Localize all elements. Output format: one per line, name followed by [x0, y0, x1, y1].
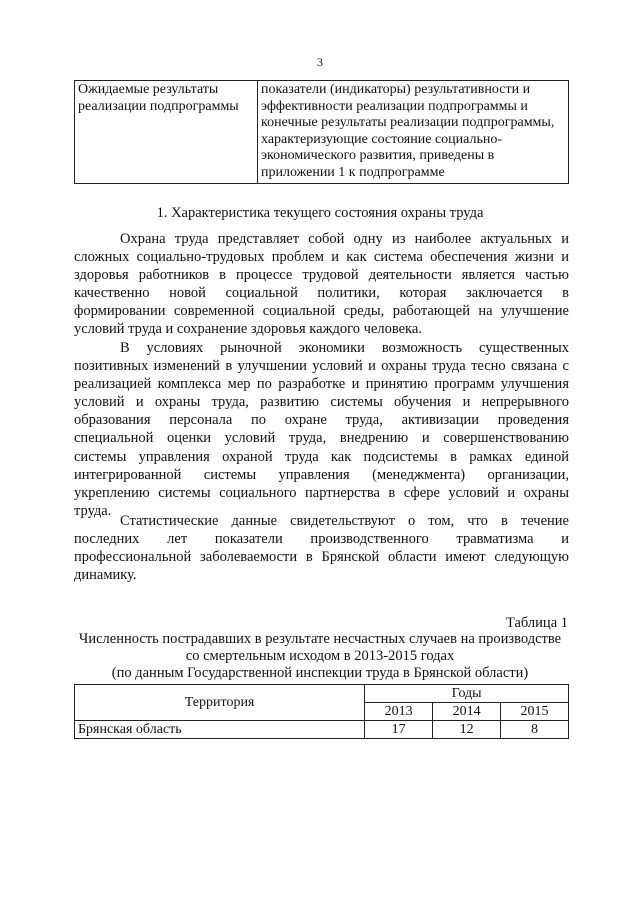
cell-text-line: приложении 1 к подпрограмме — [261, 164, 445, 180]
cell-text-line: характеризующие состояние социально- — [261, 131, 503, 147]
cell-text-line: показатели (индикаторы) результативности и — [261, 82, 531, 97]
table-caption — [60, 631, 580, 682]
table-row — [75, 721, 569, 739]
text-line: условий и охраны труда, развитию системы обучения и непрерывного — [74, 394, 569, 411]
cell-text-line: эффективности реализации подпрограммы и — [261, 98, 528, 114]
text-line: здоровья работников в процессе трудовой деятельности является частью — [74, 267, 569, 284]
paragraph-2 — [74, 339, 569, 520]
header-year: 2015 — [501, 703, 569, 721]
text-line: качественно новой социальной политики, которая заключается в — [74, 285, 569, 302]
text-line: укреплению системы социального партнерства в сфере условий и охраны — [74, 484, 569, 501]
text-line: Статистические данные свидетельствуют о том, что в течение — [120, 513, 569, 529]
table-label: Таблица 1 — [505, 615, 568, 631]
caption-line: со смертельным исходом в 2013-2015 годах — [185, 648, 455, 664]
table-cell-value — [258, 81, 569, 184]
cell-text-line: Ожидаемые результаты — [78, 82, 219, 97]
section-heading: 1. Характеристика текущего состояния охраны труда — [156, 205, 484, 221]
row-territory: Брянская область — [75, 721, 365, 739]
text-line: формировании современной социальной среды, работающей на улучшение — [74, 303, 569, 320]
fatal-accidents-table — [74, 684, 569, 739]
subprogram-passport-table — [74, 80, 569, 184]
text-line: профессиональной заболеваемости в Брянской области имеют следующую — [74, 549, 569, 566]
header-territory: Территория — [75, 685, 365, 721]
caption-line: Численность пострадавших в результате несчастных случаев на производстве — [78, 631, 562, 647]
header-year: 2014 — [433, 703, 501, 721]
cell-text-line: реализации подпрограммы — [78, 98, 239, 114]
text-line: позитивных изменений в улучшении условий и охраны труда тесно связана с — [74, 358, 569, 375]
text-line: труда. — [74, 502, 112, 519]
text-line: В условиях рыночной экономики возможность существенных — [120, 340, 569, 356]
text-line: последних лет показатели производственного травматизма и — [74, 531, 569, 548]
header-years: Годы — [365, 685, 569, 703]
text-line: специальной оценки условий труда, внедрению и совершенствованию — [74, 430, 569, 447]
page-number: 3 — [317, 55, 323, 69]
text-line: образования персонала по охране труда, активизации проведения — [74, 412, 569, 429]
caption-line: (по данным Государственной инспекции труда в Брянской области) — [111, 665, 529, 681]
cell-text-line: конечные результаты реализации подпрограммы, — [261, 115, 555, 130]
text-line: условий труда и сохранение здоровья каждого человека. — [74, 321, 422, 338]
text-line: интегрированной системы управления (менеджмента) организации, — [74, 466, 569, 483]
header-year: 2013 — [365, 703, 433, 721]
row-value: 8 — [501, 721, 569, 739]
text-line: сложных социально-трудовых проблем и как система обеспечения жизни и — [74, 249, 569, 266]
table-header-row — [75, 685, 569, 703]
paragraph-3 — [74, 512, 569, 584]
row-value: 12 — [433, 721, 501, 739]
table-cell-label — [75, 81, 258, 184]
text-line: динамику. — [74, 567, 137, 584]
paragraph-1 — [74, 230, 569, 339]
cell-text-line: экономического развития, приведены в — [261, 148, 495, 163]
text-line: системы управления охраной труда как подсистемы в рамках единой — [74, 448, 569, 465]
row-value: 17 — [365, 721, 433, 739]
text-line: Охрана труда представляет собой одну из наиболее актуальных и — [120, 231, 569, 247]
text-line: реализацией комплекса мер по разработке и принятию программ улучшения — [74, 376, 569, 393]
table-row — [75, 81, 569, 184]
